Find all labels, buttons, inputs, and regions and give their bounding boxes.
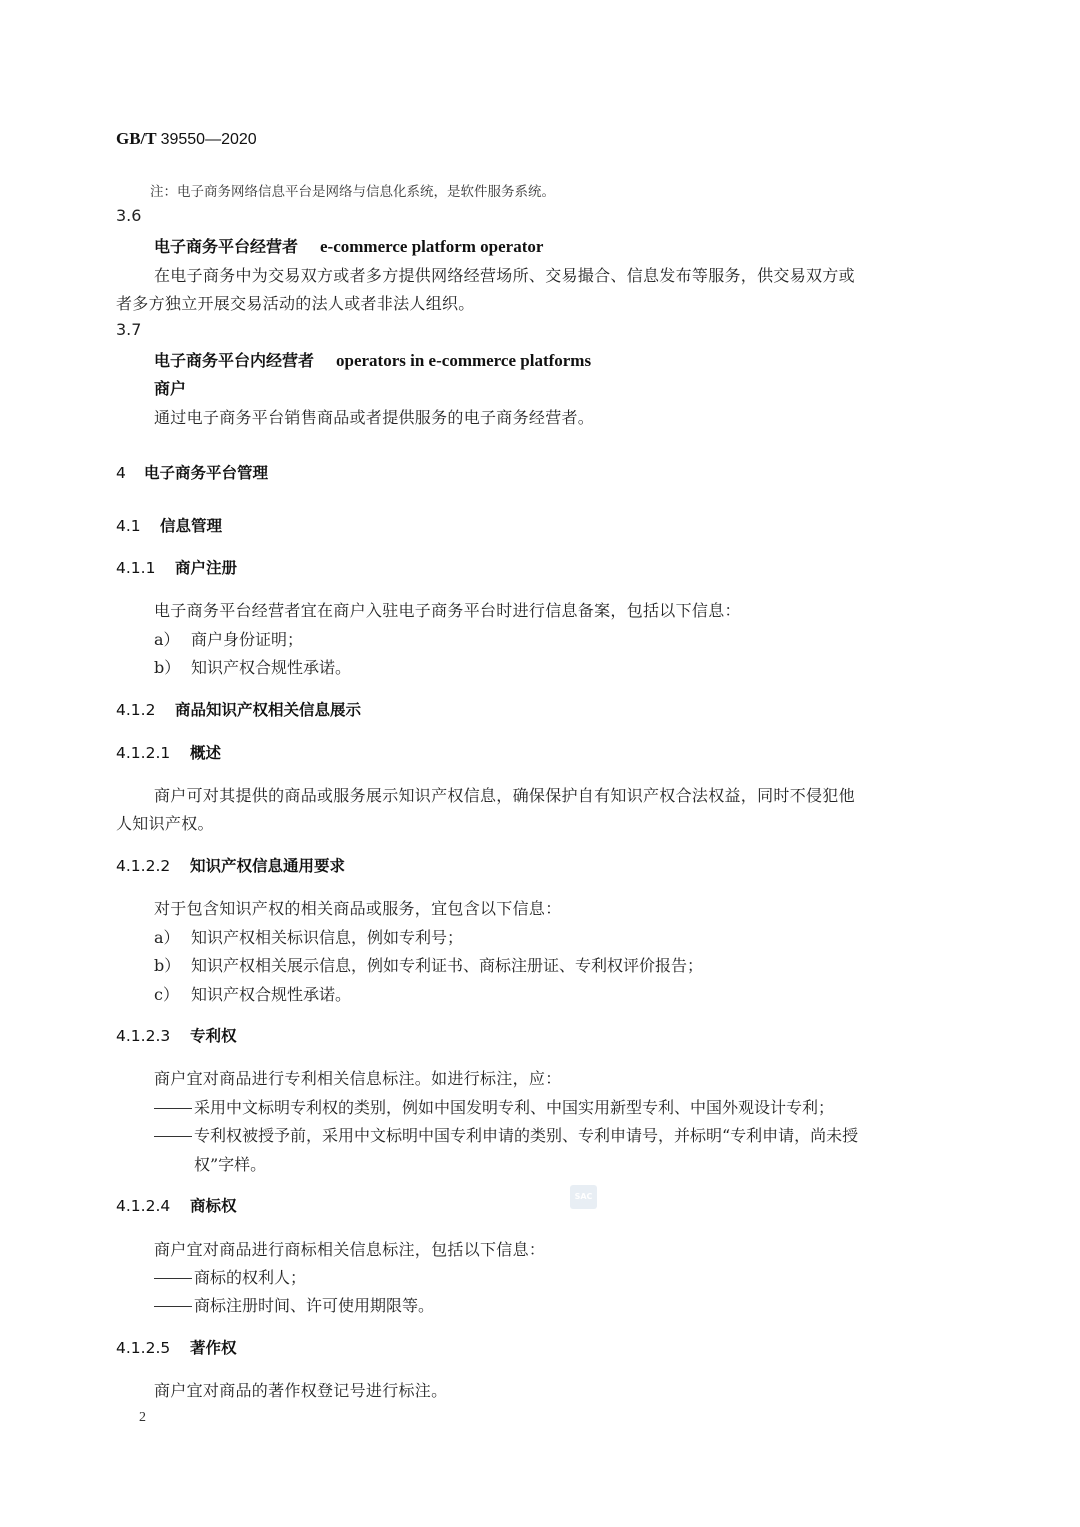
list-text: 知识产权合规性承诺。 <box>191 658 352 677</box>
section-number: 4.1.2 <box>116 701 156 719</box>
standard-code-header <box>116 129 257 149</box>
standard-number: 39550—2020 <box>160 131 257 148</box>
definition-3-6-line1: 在电子商务中为交易双方或者多方提供网络经营场所、交易撮合、信息发布等服务，供交易双方或 <box>154 266 855 285</box>
term-3-6 <box>154 234 543 257</box>
section-4-1-2-1-heading <box>116 741 221 763</box>
section-4-1-2-2-heading <box>116 854 345 876</box>
section-number: 4.1.2.5 <box>116 1339 171 1357</box>
term-zh: 电子商务平台内经营者 <box>154 351 315 370</box>
section-4-1-2-4-heading <box>116 1194 237 1216</box>
section-4-heading <box>116 461 268 483</box>
list-item <box>154 655 351 678</box>
dash-text: 商标的权利人； <box>194 1268 307 1287</box>
term-3-7-synonym: 商户 <box>154 379 187 398</box>
list-marker: a） <box>154 630 180 649</box>
section-4-1-2-2-intro: 对于包含知识产权的相关商品或服务，宜包含以下信息： <box>154 899 562 918</box>
section-title: 概述 <box>190 744 222 762</box>
section-4-1-2-5-text: 商户宜对商品的著作权登记号进行标注。 <box>154 1381 448 1400</box>
section-title: 著作权 <box>190 1339 237 1357</box>
section-4-1-2-3-heading <box>116 1024 237 1046</box>
section-4-1-1-heading <box>116 556 237 578</box>
section-number: 4.1.2.2 <box>116 857 171 875</box>
dash-marker <box>154 1306 192 1307</box>
list-text: 知识产权合规性承诺。 <box>191 985 352 1004</box>
definition-3-6-line2: 者多方独立开展交易活动的法人或者非法人组织。 <box>116 294 475 313</box>
section-number: 4.1.2.3 <box>116 1027 171 1045</box>
list-item <box>154 953 703 976</box>
section-4-1-2-1-line1: 商户可对其提供的商品或服务展示知识产权信息，确保保护自有知识产权合法权益，同时不侵犯他 <box>154 786 855 805</box>
term-en: e-commerce platform operator <box>320 237 544 256</box>
dash-marker <box>154 1136 192 1137</box>
section-number: 4.1.2.4 <box>116 1197 171 1215</box>
section-4-1-2-heading <box>116 698 361 720</box>
section-4-1-2-1-line2: 人知识产权。 <box>116 814 214 833</box>
list-item <box>154 982 351 1005</box>
dash-marker <box>154 1108 192 1109</box>
section-number: 4.1.1 <box>116 559 156 577</box>
section-number: 4.1 <box>116 517 141 535</box>
list-marker: b） <box>154 956 181 975</box>
definition-3-7: 通过电子商务平台销售商品或者提供服务的电子商务经营者。 <box>154 408 595 427</box>
section-title: 专利权 <box>190 1027 237 1045</box>
dash-text: 采用中文标明专利权的类别，例如中国发明专利、中国实用新型专利、中国外观设计专利； <box>194 1098 835 1117</box>
list-item <box>154 925 463 948</box>
section-number: 4 <box>116 464 126 482</box>
term-zh: 电子商务平台经营者 <box>154 237 299 256</box>
page-number: 2 <box>139 1410 146 1425</box>
dash-item-continuation: 权”字样。 <box>194 1155 267 1174</box>
section-title: 信息管理 <box>160 517 223 535</box>
dash-item <box>154 1293 434 1316</box>
section-title: 知识产权信息通用要求 <box>190 857 346 875</box>
clause-number-3-6: 3.6 <box>116 206 142 225</box>
section-4-1-heading <box>116 514 222 536</box>
term-en: operators in e-commerce platforms <box>336 351 592 370</box>
dash-item <box>154 1265 306 1288</box>
section-title: 电子商务平台管理 <box>144 464 269 482</box>
list-text: 商户身份证明； <box>191 630 304 649</box>
sac-watermark-logo: SAC <box>570 1185 597 1209</box>
section-4-1-2-5-heading <box>116 1336 237 1358</box>
section-title: 商户注册 <box>175 559 238 577</box>
list-marker: a） <box>154 928 180 947</box>
list-text: 知识产权相关标识信息，例如专利号； <box>191 928 464 947</box>
list-item <box>154 627 303 650</box>
section-4-1-2-4-intro: 商户宜对商品进行商标相关信息标注，包括以下信息： <box>154 1240 546 1259</box>
section-title: 商标权 <box>190 1197 237 1215</box>
note-3-5: 注：电子商务网络信息平台是网络与信息化系统，是软件服务系统。 <box>150 184 555 200</box>
section-4-1-1-intro: 电子商务平台经营者宜在商户入驻电子商务平台时进行信息备案，包括以下信息： <box>154 601 741 620</box>
dash-text: 商标注册时间、许可使用期限等。 <box>194 1296 435 1315</box>
clause-number-3-7: 3.7 <box>116 320 142 339</box>
section-number: 4.1.2.1 <box>116 744 171 762</box>
dash-marker <box>154 1278 192 1279</box>
section-4-1-2-3-intro: 商户宜对商品进行专利相关信息标注。如进行标注，应： <box>154 1069 562 1088</box>
standard-prefix: GB/T <box>116 129 157 148</box>
list-marker: c） <box>154 985 179 1004</box>
dash-text: 专利权被授予前，采用中文标明中国专利申请的类别、专利申请号，并标明“专利申请，尚未授 <box>194 1126 859 1145</box>
list-marker: b） <box>154 658 181 677</box>
dash-item <box>154 1123 858 1146</box>
term-3-7 <box>154 348 591 371</box>
section-title: 商品知识产权相关信息展示 <box>175 701 362 719</box>
dash-item <box>154 1095 834 1118</box>
list-text: 知识产权相关展示信息，例如专利证书、商标注册证、专利权评价报告； <box>191 956 704 975</box>
